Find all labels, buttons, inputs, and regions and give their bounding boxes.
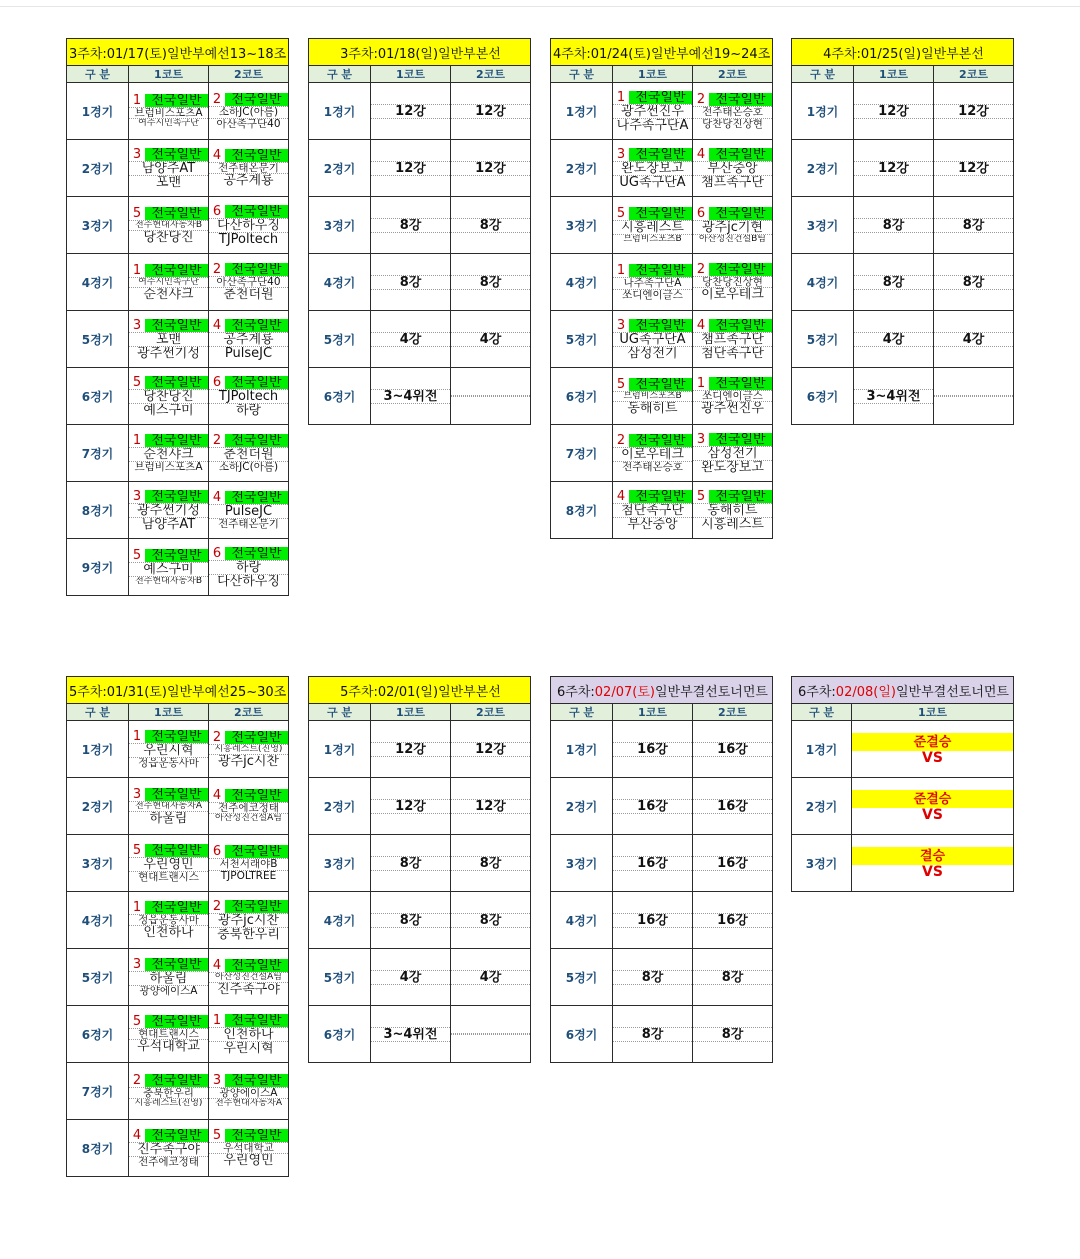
match-cell: 5 전국일반 우린영민 현대트랜시스: [129, 835, 209, 892]
round-cell: 8강: [451, 892, 531, 949]
match-cell: 2 전국일반 이로우테크 전주태온승호: [613, 425, 693, 482]
schedule-table-week5-prelim: [66, 676, 289, 1177]
round-cell: 8강: [371, 254, 451, 311]
header-court2: 2코트: [451, 704, 531, 721]
final-match-cell: [852, 778, 1014, 835]
game-label: 3경기: [792, 197, 854, 254]
header-category: 구 분: [67, 66, 129, 83]
table-title: 6주차:02/08(일)일반부결선토너먼트: [792, 677, 1014, 704]
round-cell: 12강: [934, 83, 1014, 140]
match-cell: 1 전국일반 쏘디엔이글스 광주썬진우: [693, 368, 773, 425]
round-cell: 16강: [693, 721, 773, 778]
game-label: 1경기: [551, 721, 613, 778]
match-cell: 4 전국일반 진주족구야 전주에코정태: [129, 1120, 209, 1177]
match-cell: 3 전국일반 삼성전기 완도장보고: [693, 425, 773, 482]
match-cell: 4 전국일반 공주계룡 PulseJC: [209, 311, 289, 368]
round-cell: 4강: [854, 311, 934, 368]
match-cell: 3 전국일반 하울림 광양에이스A: [129, 949, 209, 1006]
header-court1: 1코트: [613, 66, 693, 83]
table-title: 4주차:01/24(토)일반부예선19~24조: [551, 39, 773, 66]
header-court2: 2코트: [693, 66, 773, 83]
table-title: 5주차:02/01(일)일반부본선: [309, 677, 531, 704]
header-category: 구 분: [309, 66, 371, 83]
schedule-table-week5-main: [308, 676, 531, 1063]
round-cell: [934, 368, 1014, 425]
game-label: 2경기: [551, 140, 613, 197]
header-category: 구 분: [551, 66, 613, 83]
round-cell: 12강: [371, 140, 451, 197]
round-cell: 8강: [451, 197, 531, 254]
game-label: 6경기: [792, 368, 854, 425]
game-label: 1경기: [67, 83, 129, 140]
round-cell: [451, 368, 531, 425]
game-label: 2경기: [309, 778, 371, 835]
round-cell: 8강: [371, 197, 451, 254]
match-cell: 2 전국일반 아산족구단40 춘천더원: [209, 254, 289, 311]
game-label: 3경기: [309, 197, 371, 254]
match-cell: 5 전국일반 브럼비스포츠B 동해히트: [613, 368, 693, 425]
match-cell: 6 전국일반 광주jc기현 아산성진건설B팀: [693, 197, 773, 254]
match-cell: 5 전국일반 전주현대자동차B 당찬당진: [129, 197, 209, 254]
game-label: 9경기: [67, 539, 129, 596]
header-court1: 1코트: [613, 704, 693, 721]
game-label: 8경기: [67, 482, 129, 539]
header-category: 구 분: [67, 704, 129, 721]
game-label: 1경기: [309, 721, 371, 778]
game-label: 3경기: [67, 197, 129, 254]
header-court2: 2코트: [934, 66, 1014, 83]
match-cell: 4 전국일반 챔프족구단 첨단족구단: [693, 311, 773, 368]
round-cell: 16강: [613, 778, 693, 835]
match-cell: 5 전국일반 예스구미 전주현대자동차B: [129, 539, 209, 596]
game-label: 6경기: [67, 1006, 129, 1063]
match-cell: 2 전국일반 충북한우리 시흥레스트(진영): [129, 1063, 209, 1120]
round-cell: 8강: [371, 835, 451, 892]
header-court2: 2코트: [209, 704, 289, 721]
round-cell: 12강: [451, 83, 531, 140]
header-court1: 1코트: [854, 66, 934, 83]
game-label: 3경기: [67, 835, 129, 892]
header-court1: 1코트: [129, 66, 209, 83]
header-category: 구 분: [792, 704, 852, 721]
schedule-table-week4-prelim: [550, 38, 773, 539]
round-cell: 12강: [451, 778, 531, 835]
round-cell: 8강: [371, 892, 451, 949]
match-cell: 3 전국일반 완도장보고 UG족구단A: [613, 140, 693, 197]
match-cell: 2 전국일반 시흥레스트(진영) 광주jc시찬: [209, 721, 289, 778]
round-cell: 8강: [613, 949, 693, 1006]
header-court1: 1코트: [371, 66, 451, 83]
schedule-table-week6-sat-final: [550, 676, 773, 1063]
round-cell: 16강: [693, 778, 773, 835]
match-cell: 6 전국일반 하랑 다산하우징: [209, 539, 289, 596]
match-cell: 3 전국일반 남양주AT 포맨: [129, 140, 209, 197]
match-cell: 1 전국일반 나주족구단A 쏘디엔이글스: [613, 254, 693, 311]
round-cell: 8강: [451, 254, 531, 311]
round-cell: 8강: [854, 254, 934, 311]
match-cell: 1 전국일반 순천샤크 브럼비스포츠A: [129, 425, 209, 482]
game-label: 6경기: [309, 1006, 371, 1063]
round-cell: 12강: [371, 778, 451, 835]
round-cell: 8강: [451, 835, 531, 892]
header-court1: 1코트: [371, 704, 451, 721]
header-category: 구 분: [551, 704, 613, 721]
game-label: 2경기: [67, 140, 129, 197]
round-cell: 12강: [371, 83, 451, 140]
header-court2: 2코트: [693, 704, 773, 721]
round-cell: 3~4위전: [854, 368, 934, 425]
round-cell: 4강: [934, 311, 1014, 368]
game-label: 3경기: [551, 197, 613, 254]
round-cell: 3~4위전: [371, 1006, 451, 1063]
table-title: 6주차:02/07(토)일반부결선토너먼트: [551, 677, 773, 704]
game-label: 7경기: [67, 425, 129, 482]
match-cell: 4 전국일반 전주태온문기 공주계룡: [209, 140, 289, 197]
match-cell: 3 전국일반 UG족구단A 삼성전기: [613, 311, 693, 368]
round-cell: 8강: [693, 949, 773, 1006]
vs-label: VS: [922, 865, 943, 879]
match-cell: 1 전국일반 여주시민족구단 순천샤크: [129, 254, 209, 311]
vs-label: VS: [922, 808, 943, 822]
game-label: 5경기: [67, 949, 129, 1006]
match-cell: 2 전국일반 광주jc시찬 충북한우리: [209, 892, 289, 949]
match-cell: 1 전국일반 브럼비스포츠A 여주시민족구단: [129, 83, 209, 140]
table-title: 4주차:01/25(일)일반부본선: [792, 39, 1014, 66]
game-label: 6경기: [309, 368, 371, 425]
match-cell: 4 전국일반 전주에코정태 아산성진건설A팀: [209, 778, 289, 835]
round-cell: 8강: [613, 1006, 693, 1063]
match-cell: 6 전국일반 TJPoltech 하랑: [209, 368, 289, 425]
round-cell: 4강: [371, 311, 451, 368]
game-label: 4경기: [551, 254, 613, 311]
game-label: 6경기: [551, 1006, 613, 1063]
header-category: 구 분: [309, 704, 371, 721]
game-label: 5경기: [551, 949, 613, 1006]
game-label: 2경기: [309, 140, 371, 197]
game-label: 4경기: [67, 892, 129, 949]
round-cell: 4강: [451, 949, 531, 1006]
round-cell: 16강: [613, 835, 693, 892]
game-label: 6경기: [67, 368, 129, 425]
schedule-table-week4-main: [791, 38, 1014, 425]
schedule-table-week6-sun-final: [791, 676, 1014, 892]
vs-label: VS: [922, 751, 943, 765]
match-cell: 1 전국일반 정읍운동사마 인천하나: [129, 892, 209, 949]
match-cell: 2 전국일반 소하JC(아름) 아산족구단40: [209, 83, 289, 140]
match-cell: 3 전국일반 광주썬기성 남양주AT: [129, 482, 209, 539]
final-match-cell: [852, 835, 1014, 892]
match-cell: 5 전국일반 우석대학교 우린영민: [209, 1120, 289, 1177]
schedule-table-week3-main: [308, 38, 531, 425]
game-label: 2경기: [551, 778, 613, 835]
round-cell: 12강: [854, 140, 934, 197]
game-label: 1경기: [792, 83, 854, 140]
game-label: 8경기: [551, 482, 613, 539]
round-cell: 12강: [451, 140, 531, 197]
match-cell: 4 전국일반 첨단족구단 부산중앙: [613, 482, 693, 539]
round-cell: 12강: [371, 721, 451, 778]
game-label: 1경기: [792, 721, 852, 778]
round-cell: 4강: [371, 949, 451, 1006]
match-cell: 3 전국일반 전주현대자동차A 하울림: [129, 778, 209, 835]
round-cell: 8강: [693, 1006, 773, 1063]
match-cell: 6 전국일반 서천서래야B TJPOLTREE: [209, 835, 289, 892]
round-label: 결승: [852, 847, 1013, 865]
round-cell: 16강: [693, 892, 773, 949]
game-label: 4경기: [67, 254, 129, 311]
game-label: 5경기: [309, 311, 371, 368]
match-cell: 5 전국일반 당찬당진 예스구미: [129, 368, 209, 425]
final-match-cell: [852, 721, 1014, 778]
match-cell: 1 전국일반 인천하나 우린시혁: [209, 1006, 289, 1063]
round-label: 준결승: [852, 733, 1013, 751]
match-cell: 6 전국일반 다산하우징 TJPoltech: [209, 197, 289, 254]
game-label: 4경기: [309, 892, 371, 949]
game-label: 7경기: [67, 1063, 129, 1120]
round-label: 준결승: [852, 790, 1013, 808]
game-label: 1경기: [309, 83, 371, 140]
match-cell: 5 전국일반 동해히트 시흥레스트: [693, 482, 773, 539]
round-cell: 12강: [934, 140, 1014, 197]
round-cell: 8강: [854, 197, 934, 254]
table-title: 3주차:01/18(일)일반부본선: [309, 39, 531, 66]
game-label: 1경기: [67, 721, 129, 778]
game-label: 5경기: [551, 311, 613, 368]
match-cell: 2 전국일반 당찬당진상현 이로우테크: [693, 254, 773, 311]
game-label: 2경기: [792, 778, 852, 835]
header-court2: 2코트: [209, 66, 289, 83]
round-cell: 12강: [451, 721, 531, 778]
match-cell: 4 전국일반 부산중앙 챔프족구단: [693, 140, 773, 197]
game-label: 5경기: [792, 311, 854, 368]
round-cell: 8강: [934, 254, 1014, 311]
game-label: 1경기: [551, 83, 613, 140]
game-label: 3경기: [309, 835, 371, 892]
match-cell: 3 전국일반 포맨 광주썬기성: [129, 311, 209, 368]
round-cell: 16강: [693, 835, 773, 892]
game-label: 7경기: [551, 425, 613, 482]
game-label: 4경기: [309, 254, 371, 311]
game-label: 3경기: [551, 835, 613, 892]
round-cell: 16강: [613, 892, 693, 949]
header-court1: 1코트: [129, 704, 209, 721]
game-label: 8경기: [67, 1120, 129, 1177]
game-label: 5경기: [309, 949, 371, 1006]
header-court1: 1코트: [852, 704, 1014, 721]
match-cell: 2 전국일반 전주태온승호 당찬당진상현: [693, 83, 773, 140]
game-label: 2경기: [67, 778, 129, 835]
match-cell: 1 전국일반 광주썬진우 나주족구단A: [613, 83, 693, 140]
round-cell: 12강: [854, 83, 934, 140]
round-cell: 8강: [934, 197, 1014, 254]
table-title: 5주차:01/31(토)일반부예선25~30조: [67, 677, 289, 704]
round-cell: 3~4위전: [371, 368, 451, 425]
schedule-table-week3-prelim: [66, 38, 289, 596]
match-cell: 5 전국일반 시흥레스트 브럼비스포츠B: [613, 197, 693, 254]
game-label: 6경기: [551, 368, 613, 425]
round-cell: 4강: [451, 311, 531, 368]
header-category: 구 분: [792, 66, 854, 83]
match-cell: 1 전국일반 우린시혁 정읍운동사마: [129, 721, 209, 778]
match-cell: 2 전국일반 춘천더원 소하JC(아름): [209, 425, 289, 482]
game-label: 4경기: [792, 254, 854, 311]
match-cell: 4 전국일반 PulseJC 전주태온문기: [209, 482, 289, 539]
game-label: 5경기: [67, 311, 129, 368]
round-cell: [451, 1006, 531, 1063]
game-label: 4경기: [551, 892, 613, 949]
header-court2: 2코트: [451, 66, 531, 83]
table-title: 3주차:01/17(토)일반부예선13~18조: [67, 39, 289, 66]
game-label: 3경기: [792, 835, 852, 892]
game-label: 2경기: [792, 140, 854, 197]
round-cell: 16강: [613, 721, 693, 778]
match-cell: 4 전국일반 아산성진건설A팀 진주족구야: [209, 949, 289, 1006]
top-divider: [0, 6, 1080, 7]
match-cell: 5 전국일반 현대트랜시스 우석대학교: [129, 1006, 209, 1063]
match-cell: 3 전국일반 광양에이스A 전주현대자동차A: [209, 1063, 289, 1120]
